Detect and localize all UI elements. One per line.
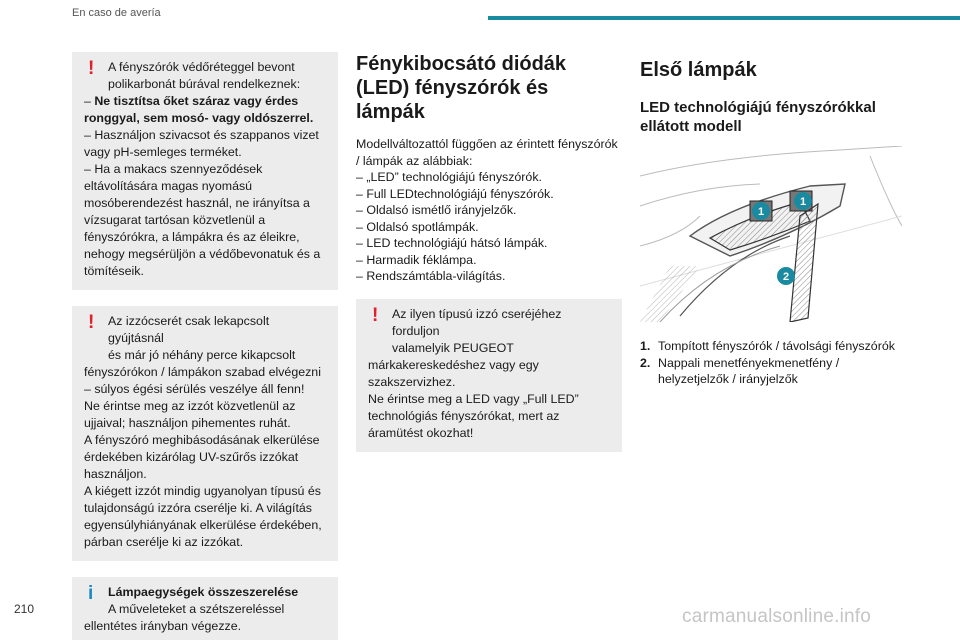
callout-label: 2 — [782, 271, 790, 283]
column-middle — [356, 52, 622, 468]
box-line: Az izzócserét csak lekapcsolt gyújtásnál — [108, 314, 270, 345]
headlamp-illustration — [640, 146, 902, 322]
box-line: Az ilyen típusú izzó cseréjéhez forduljon — [392, 306, 562, 338]
box-paragraph: Ne érintse meg a LED vagy „Full LED” technológiás fényszórókat, mert az áramütést okozhat! — [368, 391, 579, 440]
box-paragraph: márkakereskedéshez vagy egy szakszervizhez. — [368, 357, 539, 389]
box-line: és már jó néhány perce kikapcsolt — [108, 348, 296, 362]
intro-text: Modellváltozattól függően az érintett fényszórók / lámpák az alábbiak: — [356, 137, 618, 168]
list-item: – Oldalsó ismétlő irányjelzők. — [356, 203, 517, 217]
column-left — [72, 52, 338, 640]
warning-icon: ! — [88, 58, 95, 79]
warning-icon: ! — [372, 304, 379, 326]
watermark: carmanualsonline.info — [682, 606, 872, 627]
info-box-assembly — [72, 577, 338, 640]
list-item: – Oldalsó spotlámpák. — [356, 219, 479, 234]
box-line: valamelyik PEUGEOT — [392, 340, 514, 355]
warning-icon: ! — [88, 312, 95, 333]
list-item: – Rendszámtábla-világítás. — [356, 269, 506, 283]
box-title: Lámpaegységek összeszerelése — [108, 585, 299, 599]
info-icon: i — [88, 583, 94, 604]
callout-label: 1 — [799, 196, 807, 208]
warning-box-cleaning — [72, 52, 338, 290]
list-item: – „LED” technológiájú fényszórók. — [356, 170, 542, 184]
page-number: 210 — [14, 602, 35, 616]
callout-label: 1 — [757, 206, 765, 218]
box-paragraph: fényszórókon / lámpákon szabad elvégezni – súlyos égési sérülés veszélye áll fenn! — [84, 365, 321, 396]
box-line: polikarbonát búrával rendelkeznek: — [108, 77, 301, 91]
subtitle-led-model: LED technológiájú fényszórókkal ellátott modell — [640, 99, 876, 135]
box-paragraph: – Ha a makacs szennyeződések eltávolítására magas nyomású mosóberendezést használ, ne irányítsa a vízsugarat tartósan közvetlenül a fényszórókra, a lámpákra és az éleikre, nehogy megsérüljön a védőbevonatuk és a tömítéseik. — [84, 162, 321, 278]
list-item: – LED technológiájú hátsó lámpák. — [356, 236, 548, 250]
box-line: A fényszórók védőréteggel bevont — [108, 60, 295, 74]
section-title-front-lamps: Első lámpák — [640, 59, 757, 81]
box-paragraph: A fényszóró meghibásodásának elkerülése érdekében kizárólag UV-szűrős izzókat használjon. — [84, 433, 320, 481]
box-paragraph: – Ne tisztítsa őket száraz vagy érdes ronggyal, sem mosó- vagy oldószerrel. — [84, 94, 314, 125]
figure-caption-list — [640, 338, 906, 388]
warning-box-led — [356, 299, 622, 452]
column-right — [640, 52, 906, 388]
lamp-list — [356, 169, 622, 285]
header-accent-bar — [488, 16, 960, 20]
running-header: En caso de avería — [72, 7, 161, 19]
list-item: – Full LEDtechnológiájú fényszórók. — [356, 186, 554, 201]
headlamp-drawing — [640, 146, 902, 322]
box-paragraph: Ne érintse meg az izzót közvetlenül az ujjaival; használjon pihementes ruhát. — [84, 399, 296, 430]
caption-item: 2. Nappali menetfényekmenetfény / helyzetjelzők / irányjelzők — [640, 355, 840, 386]
caption-item: 1. Tompított fényszórók / távolsági fényszórók — [640, 339, 895, 353]
warning-box-bulb-change — [72, 306, 338, 561]
box-line: A műveleteket a szétszereléssel — [108, 602, 285, 616]
box-paragraph: ellentétes irányban végezze. — [84, 619, 242, 633]
list-item: – Harmadik féklámpa. — [356, 252, 477, 267]
box-paragraph: A kiégett izzót mindig ugyanolyan típusú és tulajdonságú izzóra cserélje ki. A világítás egyensúlyhiányának elkerülése érdekében, párban cserélje ki az izzókat. — [84, 484, 322, 549]
box-paragraph: – Használjon szivacsot és szappanos vizet vagy pH-semleges terméket. — [84, 128, 319, 159]
section-title-led: Fénykibocsátó diódák (LED) fényszórók és lámpák — [356, 53, 567, 123]
